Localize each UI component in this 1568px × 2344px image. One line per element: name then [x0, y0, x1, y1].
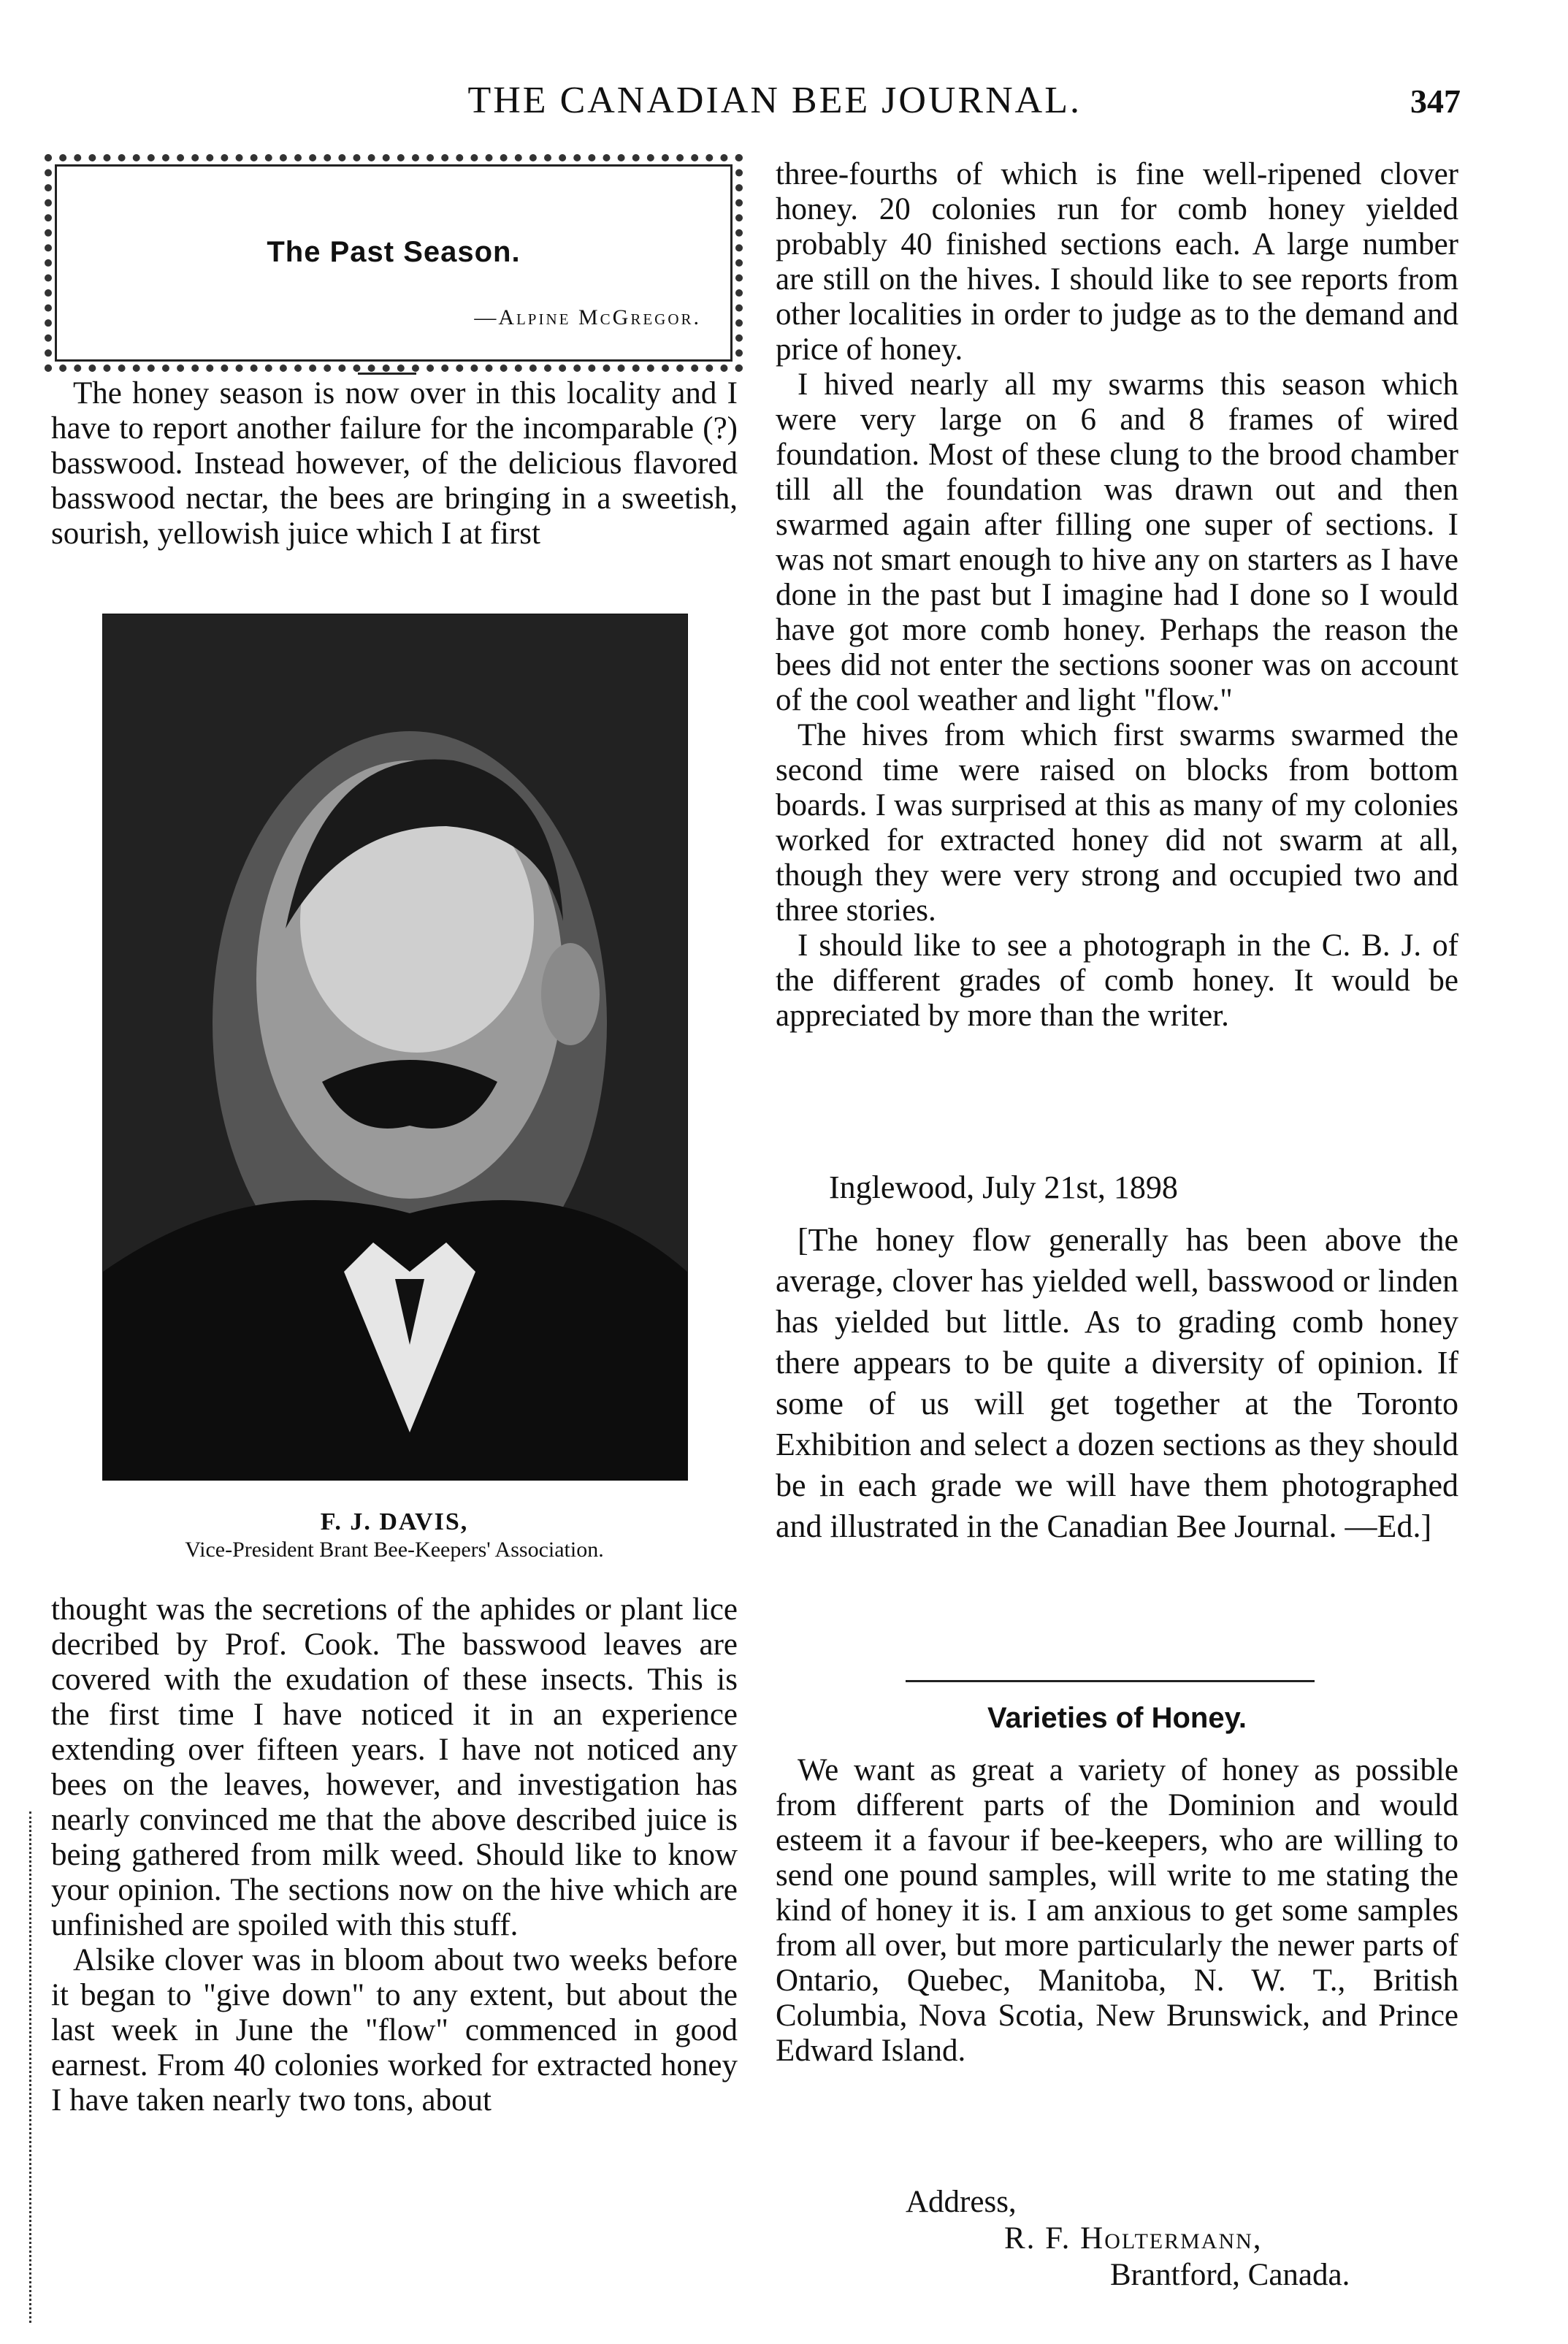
paragraph: Alsike clover was in bloom about two weeks before it began to "give down" to any extent, but about the last week in June the "flow" commenced in good earnest. From 40 colonies worked for extracted honey I have taken nearly two tons, about	[51, 1943, 738, 2118]
editor-note	[776, 1220, 1458, 1547]
article-title: The Past Season.	[267, 236, 521, 268]
varieties-text	[776, 1753, 1458, 2069]
page-number: 347	[1410, 83, 1461, 120]
paragraph: thought was the secretions of the aphides or plant lice decribed by Prof. Cook. The basswood leaves are covered with the exudation of these insects. This is the first time I have noticed it in an experience extending over fifteen years. I have not noticed any bees on the leaves, however, and investigation has nearly convinced me that the above described juice is being gathered from milk weed. Should like to know your opinion. The sections now on the hive which are unfinished are spoiled with this stuff.	[51, 1592, 738, 1942]
paragraph: We want as great a variety of honey as possible from different parts of the Dominion and would esteem it a favour if bee-keepers, who are willing to send one pound samples, will write to me stating the kind of honey it is. I am anxious to get some samples from all over, but more particularly the newer parts of Ontario, Quebec, Manitoba, N. W. T., British Columbia, Nova Scotia, New Brunswick, and Prince Edward Island.	[776, 1753, 1458, 2068]
photo-caption-name: F. J. DAVIS,	[320, 1508, 469, 1535]
paragraph: three-fourths of which is fine well-ripened clover honey. 20 colonies run for comb honey yielded probably 40 finished sections each. A large number are still on the hives. I should like to see reports from other localities in order to judge as to the demand and price of honey.	[776, 157, 1458, 367]
page-header	[44, 79, 1461, 122]
signature-name: R. F. Holtermann,	[1004, 2221, 1263, 2256]
paragraph: The honey season is now over in this locality and I have to report another failure for the incomparable (?) basswood. Instead however, of the delicious flavored basswood nectar, the bees are bringing in a sweetish, sourish, yellowish juice which I at first	[51, 376, 738, 551]
varieties-title: Varieties of Honey.	[987, 1702, 1247, 1734]
journal-title: THE CANADIAN BEE JOURNAL.	[467, 80, 1082, 121]
portrait-photo	[102, 614, 688, 1481]
article-title-box	[55, 164, 733, 362]
article-left-bottom-text	[51, 1592, 738, 2118]
photo-caption-title: Vice-President Brant Bee-Keepers' Association.	[185, 1538, 604, 1562]
article-left-top-text	[51, 376, 738, 551]
article-author: —Alpine McGregor.	[474, 305, 701, 329]
dateline: Inglewood, July 21st, 1898	[829, 1169, 1178, 1205]
paragraph: [The honey flow generally has been above the average, clover has yielded well, basswood or linden has yielded but little. As to grading comb honey there appears to be quite a diversity of opinion. If some of us will get together at the Toronto Exhibition and select a dozen sections as they should be in each grade we will have them photographed and illustrated in the Canadian Bee Journal. —Ed.]	[776, 1222, 1458, 1544]
paragraph: I should like to see a photograph in the C. B. J. of the different grades of comb honey. It would be appreciated by more than the writer.	[776, 928, 1458, 1033]
margin-mark	[29, 1812, 31, 2323]
divider	[358, 373, 416, 375]
paragraph: I hived nearly all my swarms this season which were very large on 6 and 8 frames of wired foundation. Most of these clung to the brood chamber till all the foundation was drawn out and then swarmed again after filling one super of sections. I was not smart enough to hive any on starters as I have done in the past but I imagine had I done so I would have got more comb honey. Perhaps the reason the bees did not enter the sections sooner was on account of the cool weather and light "flow."	[776, 367, 1458, 717]
paragraph: The hives from which first swarms swarmed the second time were raised on blocks from bottom boards. I was surprised at this as many of my colonies worked for extracted honey did not swarm at all, though they were very strong and occupied two and three stories.	[776, 718, 1458, 928]
portrait-illustration	[103, 614, 687, 1480]
article-right-text	[776, 157, 1458, 1034]
address-label: Address,	[906, 2185, 1017, 2219]
section-divider	[906, 1680, 1315, 1682]
signature-place: Brantford, Canada.	[1110, 2258, 1350, 2292]
